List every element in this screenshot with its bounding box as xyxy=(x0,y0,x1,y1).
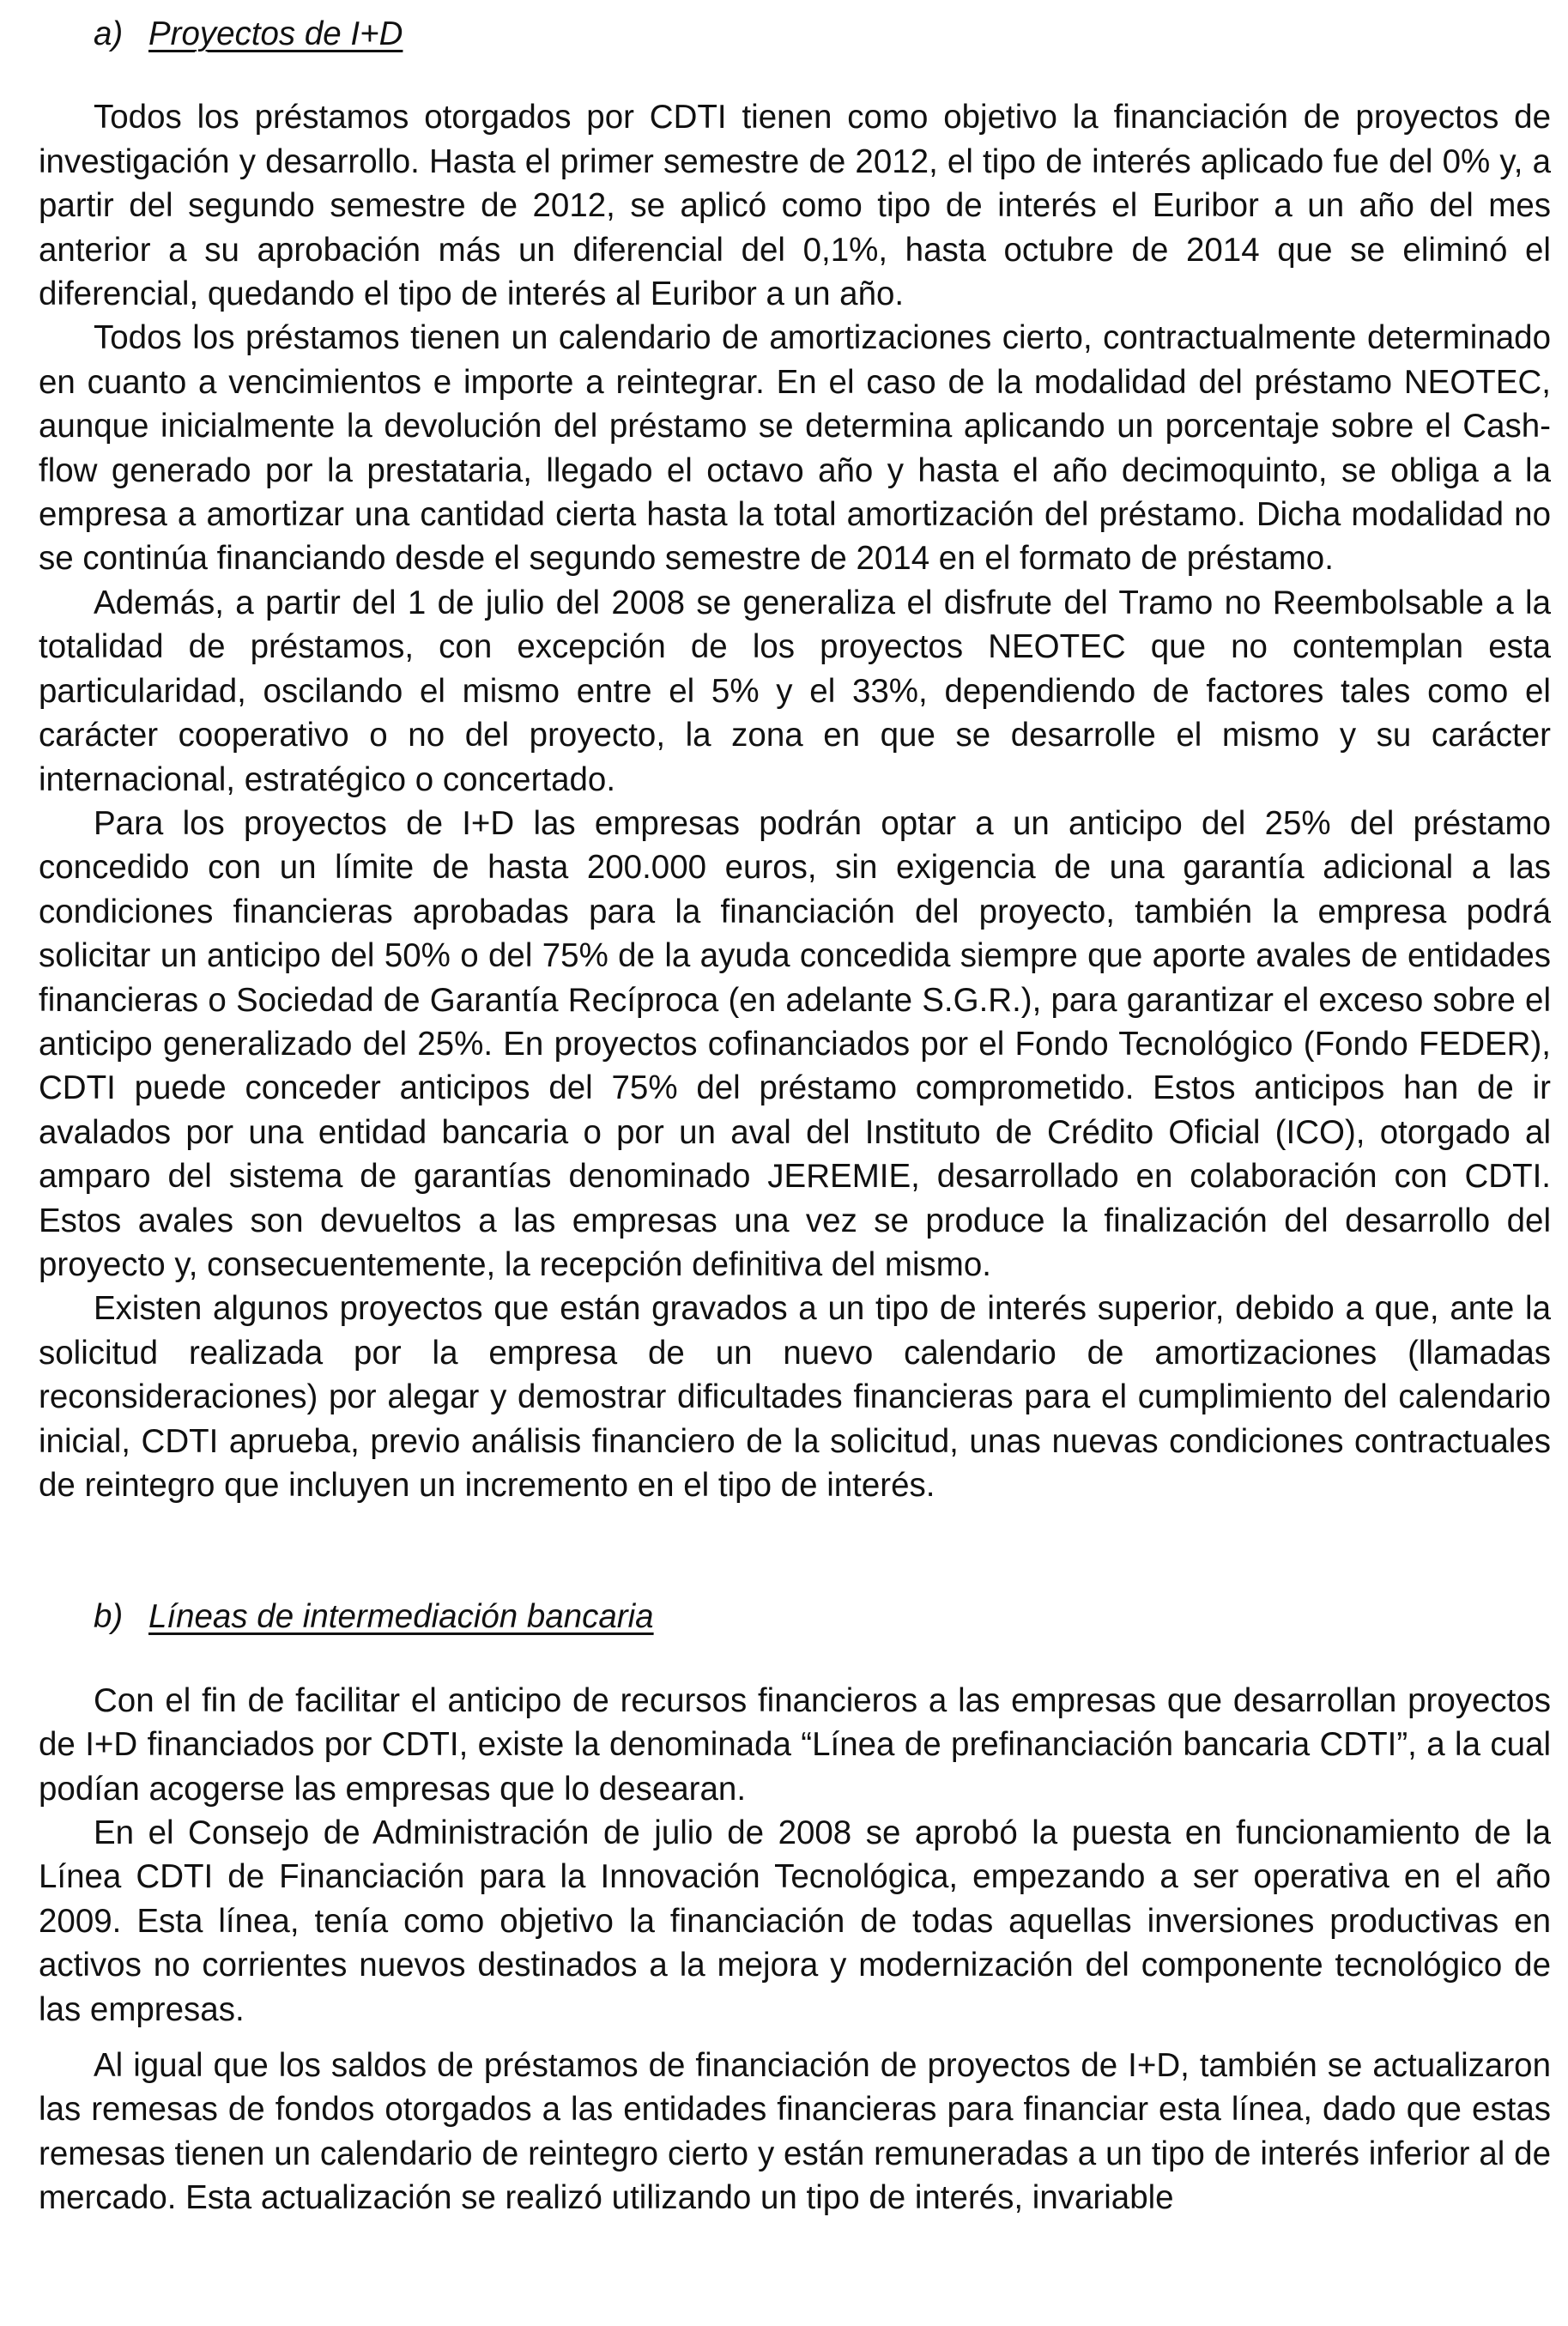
section-b-paragraph-2: En el Consejo de Administración de julio de 2008 se aprobó la puesta en funcionamiento de la Línea CDTI de Financiación para la Innovación Tecnológica, empezando a ser operativa en el año 2009. Esta línea, tenía como objetivo la financiación de todas aquellas inversiones productivas en activos no corrientes nuevos destinados a la mejora y modernización del componente tecnológico de las empresas. xyxy=(39,1814,1551,2028)
section-b-heading xyxy=(94,1595,1551,1638)
section-a-heading xyxy=(94,12,1551,56)
section-b-paragraph-1: Con el fin de facilitar el anticipo de recursos financieros a las empresas que desarrollan proyectos de I+D financiados por CDTI, existe la denominada “Línea de prefinanciación bancaria CDTI”, a la cual podían acogerse las empresas que lo desearan. xyxy=(39,1681,1551,1808)
section-b-paragraph-3: Al igual que los saldos de préstamos de financiación de proyectos de I+D, también se actualizaron las remesas de fondos otorgados a las entidades financieras para financiar esta línea, dado que estas remesas tienen un calendario de reintegro cierto y están remuneradas a un tipo de interés inferior al de mercado. Esta actualización se realizó utilizando un tipo de interés, invariable xyxy=(39,2047,1551,2217)
section-a-letter: a) xyxy=(94,15,124,52)
section-a-paragraph-3: Además, a partir del 1 de julio del 2008 se generaliza el disfrute del Tramo no Reembolsable a la totalidad de préstamos, con excepción de los proyectos NEOTEC que no contemplan esta particularidad, oscilando el mismo entre el 5% y el 33%, dependiendo de factores tales como el carácter cooperativo o no del proyecto, la zona en que se desarrolle el mismo y su carácter internacional, estratégico o concertado. xyxy=(39,584,1551,798)
section-a-paragraph-4: Para los proyectos de I+D las empresas podrán optar a un anticipo del 25% del préstamo concedido con un límite de hasta 200.000 euros, sin exigencia de una garantía adicional a las condiciones financieras aprobadas para la financiación del proyecto, también la empresa podrá solicitar un anticipo del 50% o del 75% de la ayuda concedida siempre que aporte avales de entidades financieras o Sociedad de Garantía Recíproca (en adelante S.G.R.), para garantizar el exceso sobre el anticipo generalizado del 25%. En proyectos cofinanciados por el Fondo Tecnológico (Fondo FEDER), CDTI puede conceder anticipos del 75% del préstamo comprometido. Estos anticipos han de ir avalados por una entidad bancaria o por un aval del Instituto de Crédito Oficial (ICO), otorgado al amparo del sistema de garantías denominado JEREMIE, desarrollado en colaboración con CDTI. Estos avales son devueltos a las empresas una vez se produce la finalización del desarrollo del proyecto y, consecuentemente, la recepción definitiva del mismo. xyxy=(39,804,1551,1283)
document-page xyxy=(39,0,1551,2220)
section-a-title: Proyectos de I+D xyxy=(148,15,403,52)
section-a-paragraph-1: Todos los préstamos otorgados por CDTI tienen como objetivo la financiación de proyectos de investigación y desarrollo. Hasta el primer semestre de 2012, el tipo de interés aplicado fue del 0% y, a partir del segundo semestre de 2012, se aplicó como tipo de interés el Euribor a un año del mes anterior a su aprobación más un diferencial del 0,1%, hasta octubre de 2014 que se eliminó el diferencial, quedando el tipo de interés al Euribor a un año. xyxy=(39,99,1551,313)
section-b-letter: b) xyxy=(94,1598,124,1636)
section-a-paragraph-5: Existen algunos proyectos que están gravados a un tipo de interés superior, debido a que, ante la solicitud realizada por la empresa de un nuevo calendario de amortizaciones (llamadas reconsideraciones) por alegar y demostrar dificultades financieras para el cumplimiento del calendario inicial, CDTI aprueba, previo análisis financiero de la solicitud, unas nuevas condiciones contractuales de reintegro que incluyen un incremento en el tipo de interés. xyxy=(39,1290,1551,1504)
section-b-title: Líneas de intermediación bancaria xyxy=(148,1598,654,1636)
section-a-paragraph-2: Todos los préstamos tienen un calendario de amortizaciones cierto, contractualmente determinado en cuanto a vencimientos e importe a reintegrar. En el caso de la modalidad del préstamo NEOTEC, aunque inicialmente la devolución del préstamo se determina aplicando un porcentaje sobre el Cash-flow generado por la prestataria, llegado el octavo año y hasta el año decimoquinto, se obliga a la empresa a amortizar una cantidad cierta hasta la total amortización del préstamo. Dicha modalidad no se continúa financiando desde el segundo semestre de 2014 en el formato de préstamo. xyxy=(39,319,1551,578)
